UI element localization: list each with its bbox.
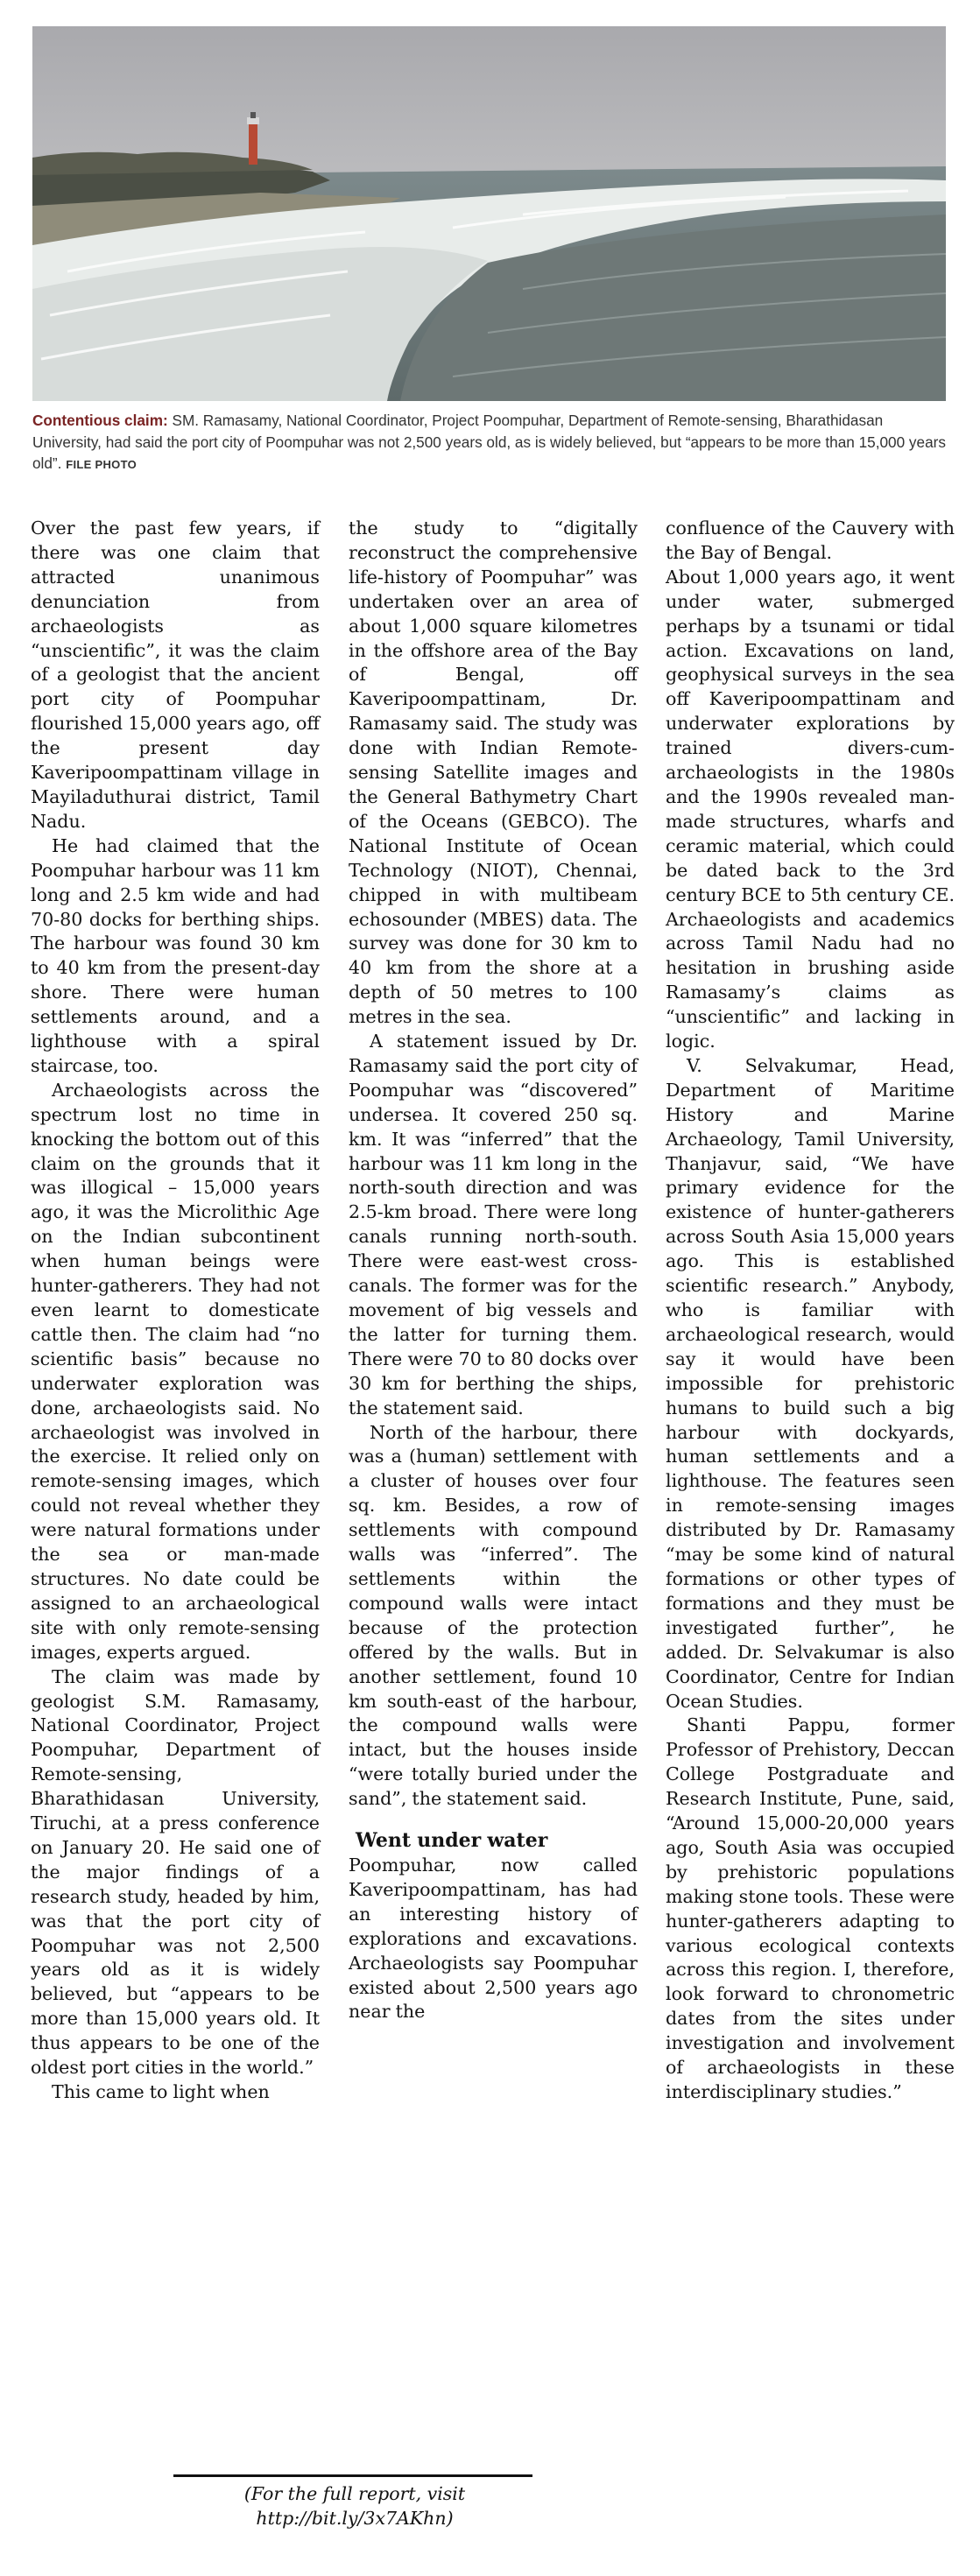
- article-column-3: [666, 517, 955, 2105]
- article-column-2: [349, 517, 638, 2024]
- caption-lead: Contentious claim:: [32, 412, 168, 429]
- paragraph: confluence of the Cauvery with the Bay of Bengal.: [666, 517, 955, 563]
- paragraph: About 1,000 years ago, it went under water, submerged perhaps by a tsunami or tidal action. Excavations on land, geophysical surveys in the sea off Kaveripoompattinam and underwater explorations by trained divers-cum-archaeologists in the 1980s and the 1990s revealed man-made structures, wharfs and ceramic material, which could be dated back to the 3rd century BCE to 5th century CE. Archaeologists and academics across Tamil Nadu had no hesitation in brushing aside Ramasamy’s claims as “unscientific” and lacking in logic.: [666, 566, 955, 1052]
- caption-text: SM. Ramasamy, National Coordinator, Project Poompuhar, Department of Remote-sensing, Bharathidasan University, had said the port city of Poompuhar was not 2,500 years old, as is widely believed, but “appears to be more than 15,000 years old”.: [32, 412, 946, 473]
- paragraph: He had claimed that the Poompuhar harbour was 11 km long and 2.5 km wide and had 70-80 docks for berthing ships. The harbour was found 30 km to 40 km from the present-day shore. There were human settlements around, and a lighthouse with a spiral staircase, too.: [31, 834, 320, 1076]
- paragraph: V. Selvakumar, Head, Department of Maritime History and Marine Archaeology, Tamil University, Thanjavur, said, “We have primary evidence for the existence of hunter-gatherers across South Asia 15,000 years ago. This is established scientific research.” Anybody, who is familiar with archaeological research, would say it would have been impossible for prehistoric humans to build such a big harbour with dockyards, human settlements and a lighthouse. The features seen in remote-sensing images distributed by Dr. Ramasamy “may be some kind of natural formations or other types of formations and they must be investigated further”, he added. Dr. Selvakumar is also Coordinator, Centre for Indian Ocean Studies.: [666, 1054, 955, 1712]
- paragraph: Over the past few years, if there was one claim that attracted unanimous denunciation from archaeologists as “unscientific”, it was the claim of a geologist that the ancient port city of Poompuhar flourished 15,000 years ago, off the present day Kaveripoompattinam village in Mayiladuthurai district, Tamil Nadu.: [31, 517, 320, 832]
- paragraph: The claim was made by geologist S.M. Ramasamy, National Coordinator, Project Poompuhar, Department of Remote-sensing, Bharathidasan University, Tiruchi, at a press conference on January 20. He said one of the major findings of a research study, headed by him, was that the port city of Poompuhar was not 2,500 years old as it is widely believed, but “appears to be more than 15,000 years old. It thus appears to be one of the oldest port cities in the world.”: [31, 1665, 320, 2079]
- paragraph: the study to “digitally reconstruct the comprehensive life-history of Poompuhar” was undertaken over an area of about 1,000 square kilometres in the offshore area of the Bay of Bengal, off Kaveripoompattinam, Dr. Ramasamy said. The study was done with Indian Remote-sensing Satellite images and the General Bathymetry Chart of the Oceans (GEBCO). The National Institute of Ocean Technology (NIOT), Chennai, chipped in with multibeam echosounder (MBES) data. The survey was done for 30 km to 40 km from the shore at a depth of 50 metres to 100 metres in the sea.: [349, 517, 638, 1028]
- footer-line-1: (For the full report, visit: [243, 2483, 466, 2504]
- paragraph: A statement issued by Dr. Ramasamy said the port city of Poompuhar was “discovered” undersea. It covered 250 sq. km. It was “inferred” that the harbour was 11 km long in the north-south direction and was 2.5-km broad. There were long canals running north-south. There were east-west cross-canals. The former was for the movement of big vessels and the latter for turning them. There were 70 to 80 docks over 30 km for berthing the ships, the statement said.: [349, 1031, 638, 1418]
- paragraph: Poompuhar, now called Kaveripoompattinam, has had an interesting history of explorations and excavations. Archaeologists say Poompuhar existed about 2,500 years ago near the: [349, 1855, 638, 2023]
- paragraph: North of the harbour, there was a (human) settlement with a cluster of houses over four sq. km. Besides, a row of settlements with compound walls was “inferred”. The settlements within the compound walls were intact because of the protection offered by the walls. But in another settlement, found 10 km south-east of the harbour, the compound walls were intact, but the houses inside “were totally buried under the sand”, the statement said.: [349, 1421, 638, 1810]
- paragraph: Archaeologists across the spectrum lost no time in knocking the bottom out of this claim on the grounds that it was illogical – 15,000 years ago, it was the Microlithic Age on the Indian subcontinent when human beings were hunter-gatherers. They had not even learnt to domesticate cattle then. The claim had “no scientific basis” because no underwater exploration was done, archaeologists said. No archaeologist was involved in the exercise. It relied only on remote-sensing images, which could not reveal whether they were natural formations under the sea or man-made structures. No date could be assigned to an archaeological site with only remote-sensing images, experts argued.: [31, 1079, 320, 1663]
- article-column-1: [31, 517, 320, 2105]
- photo-caption: [32, 410, 948, 476]
- footer-note: [201, 2481, 508, 2530]
- paragraph: This came to light when: [52, 2081, 270, 2102]
- beach-photo: [32, 26, 946, 401]
- caption-credit: FILE PHOTO: [66, 458, 137, 472]
- footer-link[interactable]: http://bit.ly/3x7AKhn): [256, 2508, 454, 2529]
- subheading: Went under water: [356, 1829, 548, 1853]
- footer-rule: [173, 2474, 532, 2477]
- paragraph: Shanti Pappu, former Professor of Prehistory, Deccan College Postgraduate and Research Institute, Pune, said, “Around 15,000-20,000 years ago, South Asia was occupied by prehistoric populations making stone tools. These were hunter-gatherers adapting to various ecological contexts across this region. I, therefore, look forward to chronometric dates from the sites under investigation and involvement of archaeologists in these interdisciplinary studies.”: [666, 1714, 955, 2102]
